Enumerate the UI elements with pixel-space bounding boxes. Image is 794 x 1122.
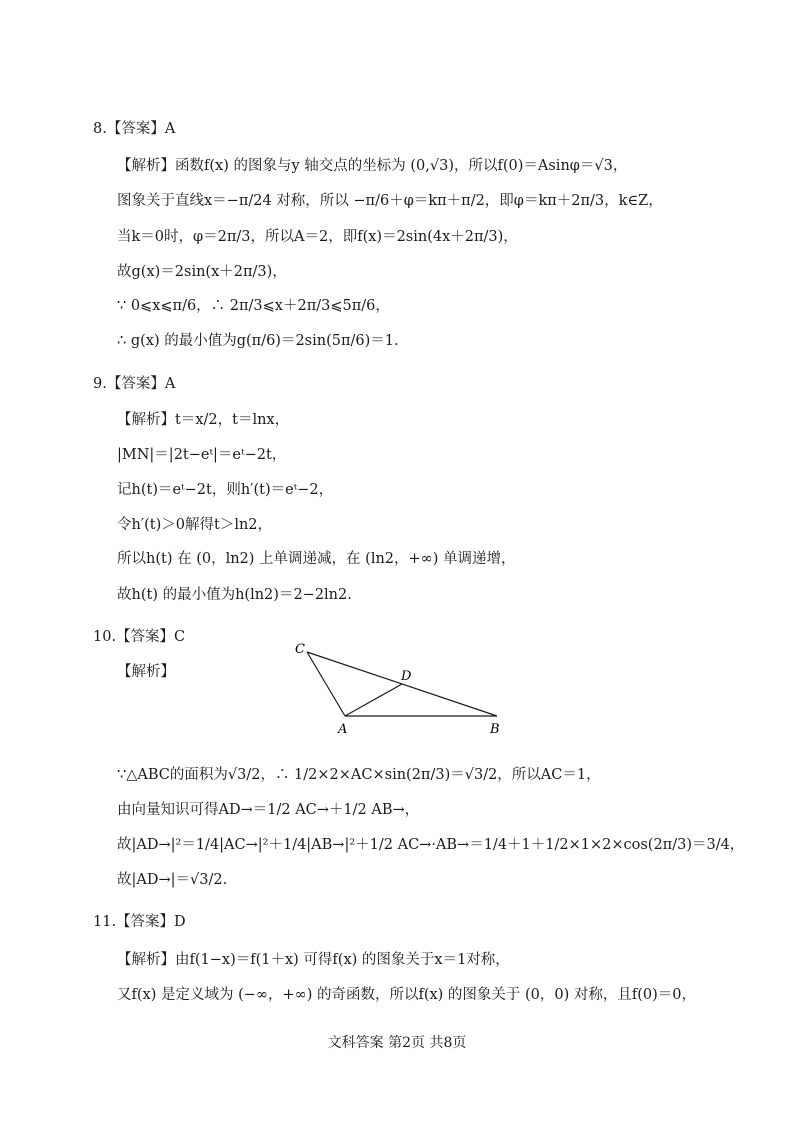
q8-analysis-line-2: 图象关于直线x＝−π/24 对称，所以 −π/6＋φ＝kπ＋π/2，即φ＝kπ＋2π/3，k∈Z， (117, 193, 663, 209)
q11-analysis-line-1: 【解析】由f(1−x)＝f(1＋x) 可得f(x) 的图象关于x＝1对称， (117, 952, 510, 968)
q9-analysis-line-6: 故h(t) 的最小值为h(ln2)＝2−2ln2. (117, 587, 352, 603)
q10-analysis-line-2: 由向量知识可得AD→＝1/2 AC→＋1/2 AB→， (117, 802, 420, 818)
vertex-label-a: A (338, 722, 348, 737)
page-footer: 文科答案 第2页 共8页 (327, 1035, 467, 1051)
vertex-label-c: C (295, 642, 305, 657)
q11-answer-heading: 11.【答案】D (93, 914, 186, 930)
q8-analysis-line-1: 【解析】函数f(x) 的图象与y 轴交点的坐标为 (0,√3)，所以f(0)＝Asinφ＝√3， (117, 158, 628, 174)
q9-analysis-line-3: 记h(t)＝eᵗ−2t，则h′(t)＝eᵗ−2， (117, 482, 334, 498)
q8-answer-heading: 8.【答案】A (93, 121, 176, 137)
q10-analysis-line-3: 故|AD→|²＝1/4|AC→|²＋1/4|AB→|²＋1/2 AC→·AB→＝1/4＋1＋1/2×1×2×cos(2π/3)＝3/4， (117, 837, 745, 853)
triangle-figure (290, 638, 520, 738)
point-label-d: D (401, 669, 412, 684)
q10-analysis-label: 【解析】 (117, 664, 175, 680)
q10-analysis-line-1: ∵△ABC的面积为√3/2，∴ 1/2×2×AC×sin(2π/3)＝√3/2，所以AC＝1， (117, 767, 601, 783)
q8-analysis-line-6: ∴ g(x) 的最小值为g(π/6)＝2sin(5π/6)＝1. (117, 333, 399, 349)
q8-analysis-line-5: ∵ 0⩽x⩽π/6，∴ 2π/3⩽x＋2π/3⩽5π/6， (117, 298, 390, 314)
q9-analysis-line-1: 【解析】t＝x/2，t＝lnx， (117, 412, 290, 428)
q10-answer-heading: 10.【答案】C (93, 629, 186, 645)
q9-analysis-line-4: 令h′(t)＞0解得t＞ln2， (117, 517, 273, 533)
segment-ca (307, 652, 345, 716)
q9-analysis-line-2: |MN|＝|2t−eᵗ|＝eᵗ−2t， (117, 447, 287, 463)
vertex-label-b: B (490, 722, 500, 737)
q10-analysis-line-4: 故|AD→|＝√3/2. (117, 872, 228, 888)
q11-analysis-line-2: 又f(x) 是定义域为 (−∞，+∞) 的奇函数，所以f(x) 的图象关于 (0，0) 对称，且f(0)＝0， (117, 987, 697, 1003)
q9-analysis-line-5: 所以h(t) 在 (0，ln2) 上单调递减，在 (ln2，+∞) 单调递增， (117, 551, 516, 567)
q9-answer-heading: 9.【答案】A (93, 376, 176, 392)
q8-analysis-line-3: 当k＝0时，φ＝2π/3，所以A＝2，即f(x)＝2sin(4x＋2π/3)， (117, 229, 518, 245)
segment-ad (345, 684, 402, 716)
q8-analysis-line-4: 故g(x)＝2sin(x＋2π/3)， (117, 264, 287, 280)
